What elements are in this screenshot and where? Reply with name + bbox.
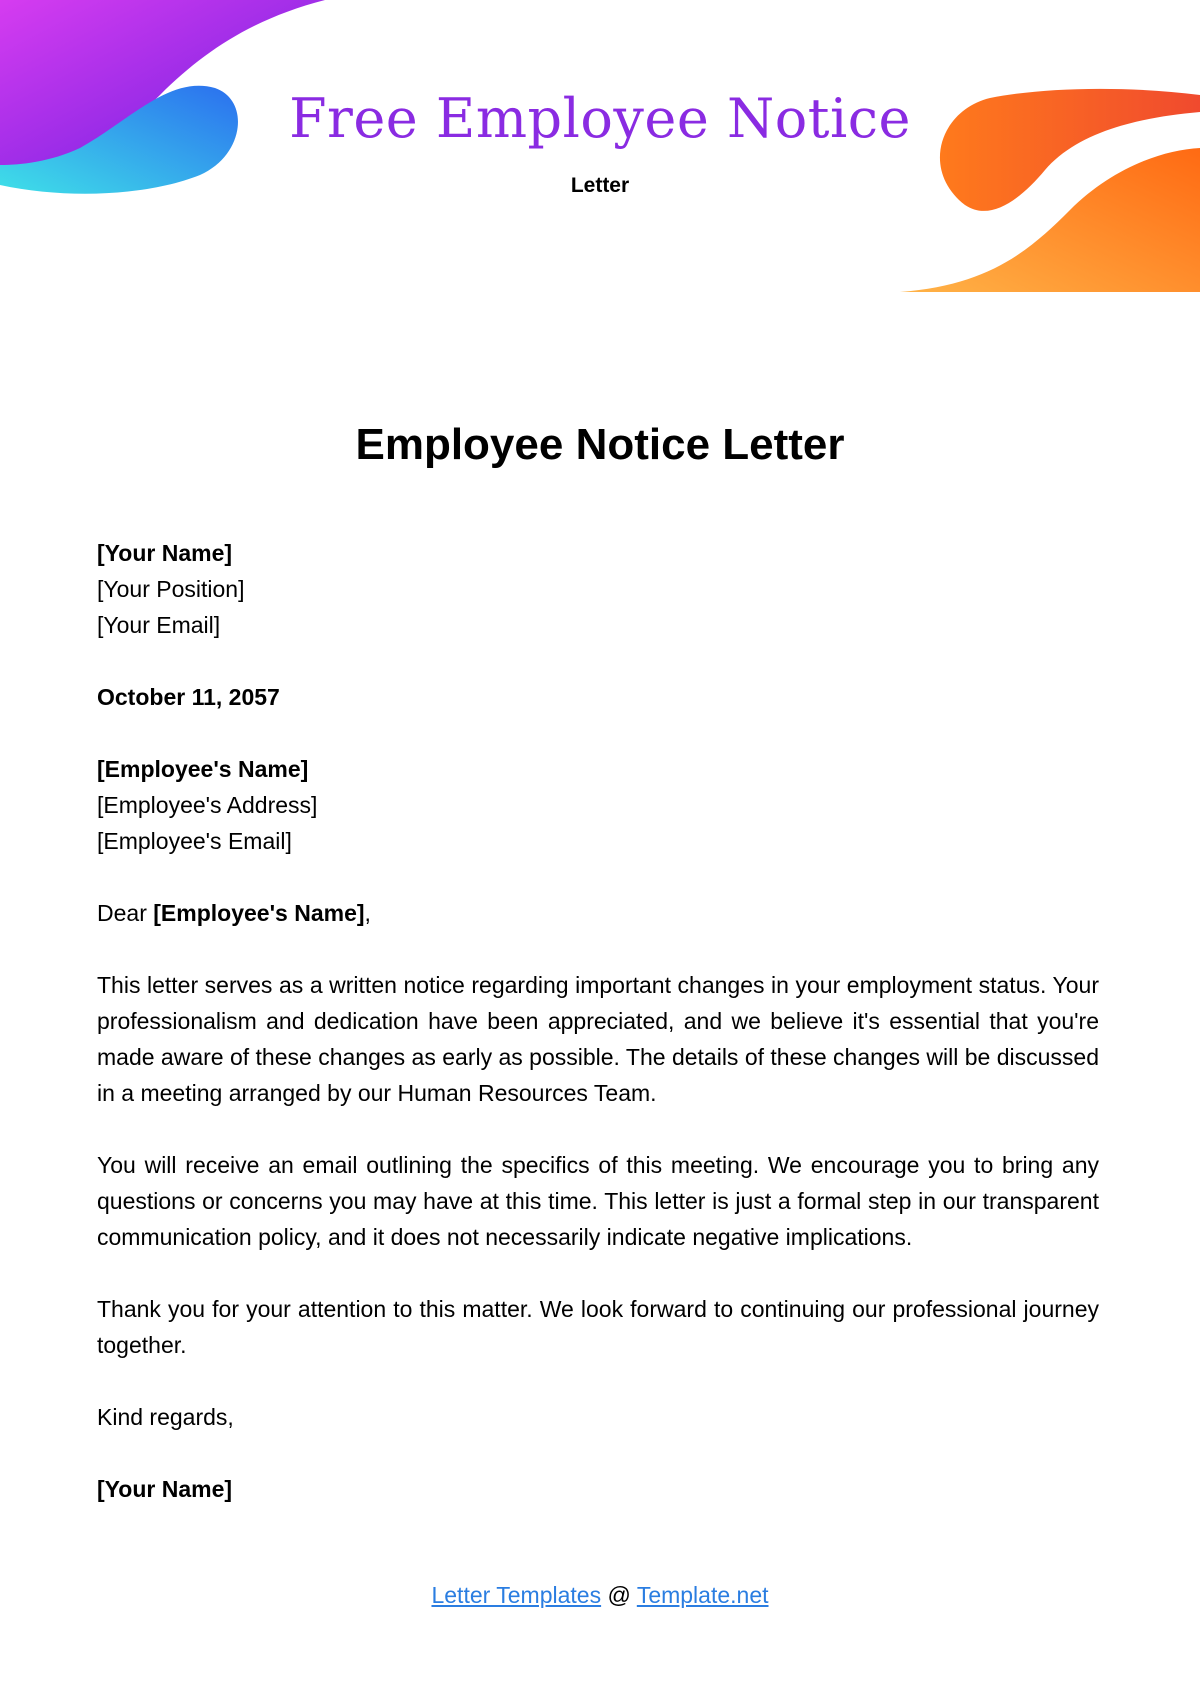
body-paragraph: This letter serves as a written notice regarding important changes in your employment status. Your professionalism and dedication have been appreciated, and we believe it's essential that you're made aware of these changes as early as possible. The details of these changes will be discussed in a meeting arranged by our Human Resources Team. (97, 972, 1099, 1106)
recipient-name: [Employee's Name] (97, 756, 309, 782)
sender-email: [Your Email] (97, 612, 221, 638)
sender-name: [Your Name] (97, 540, 233, 566)
document-title: Employee Notice Letter (355, 420, 845, 469)
letter-templates-link[interactable]: Letter Templates (431, 1582, 602, 1608)
closing: Kind regards, (97, 1404, 234, 1430)
footer-separator: @ (601, 1582, 637, 1608)
letter-date: October 11, 2057 (97, 684, 280, 710)
salutation-name: [Employee's Name] (153, 900, 365, 926)
recipient-email: [Employee's Email] (97, 828, 292, 854)
header-title: Free Employee Notice (289, 87, 911, 150)
signature-name: [Your Name] (97, 1476, 233, 1502)
template-net-link[interactable]: Template.net (636, 1582, 769, 1608)
letter-body (97, 535, 1099, 1543)
body-paragraph: Thank you for your attention to this matter. We look forward to continuing our professional journey together. (97, 1296, 1099, 1358)
recipient-block (97, 751, 1099, 859)
header-subtitle: Letter (570, 174, 630, 197)
body-paragraph: You will receive an email outlining the specifics of this meeting. We encourage you to bring any questions or concerns you may have at this time. This letter is just a formal step in our transparent communication policy, and it does not necessarily indicate negative implications. (97, 1152, 1099, 1250)
date-block (97, 679, 1099, 715)
salutation (97, 895, 1099, 931)
sender-block (97, 535, 1099, 643)
recipient-address: [Employee's Address] (97, 792, 318, 818)
sender-position: [Your Position] (97, 576, 245, 602)
salutation-prefix: Dear (97, 900, 154, 926)
footer (0, 1580, 1200, 1610)
salutation-suffix: , (364, 900, 371, 926)
